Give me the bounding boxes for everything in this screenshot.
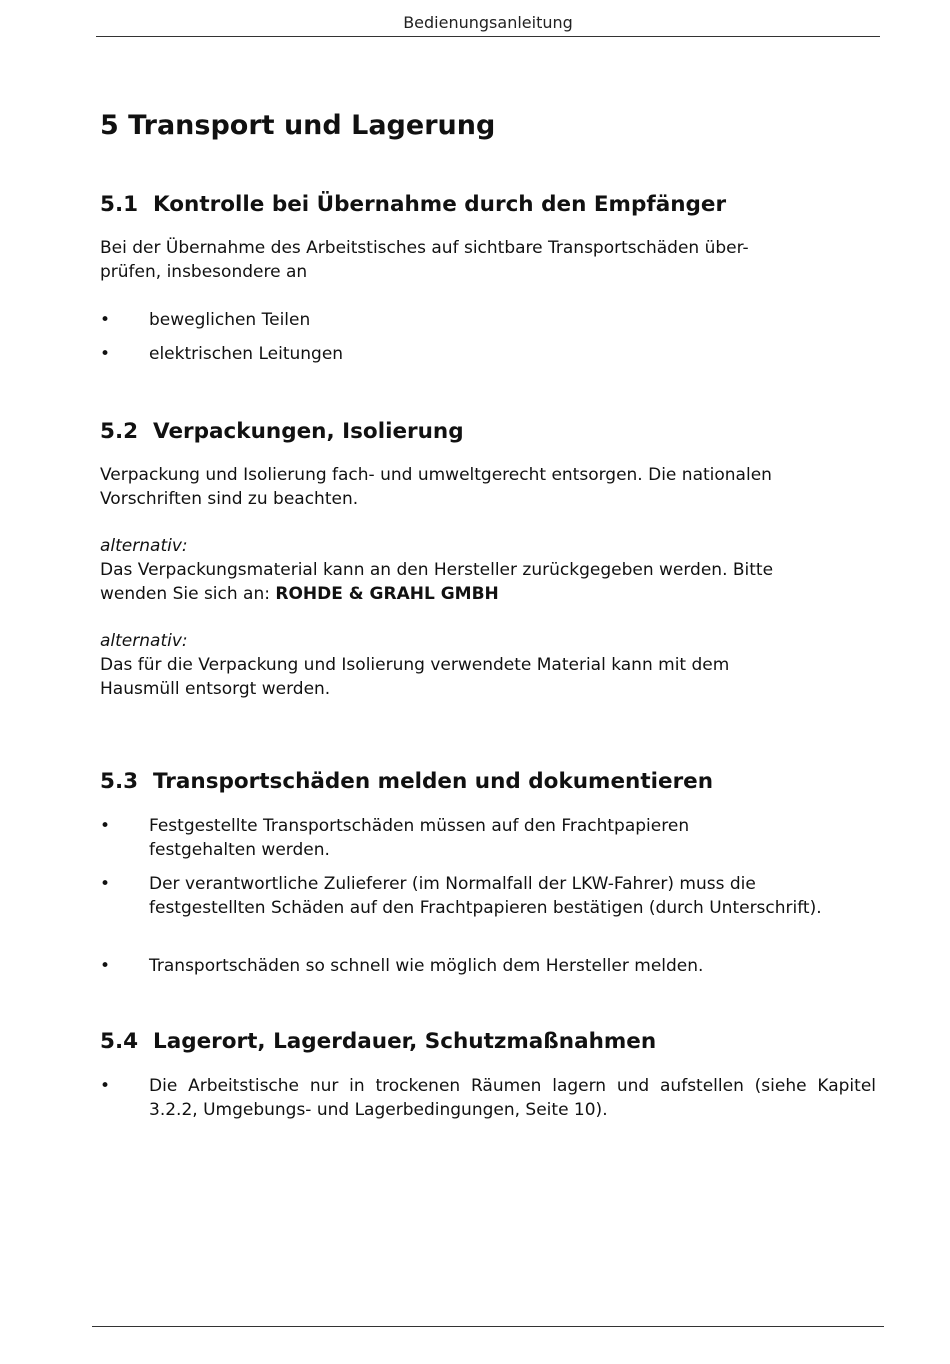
bullet-point: •: [100, 1076, 111, 1096]
company-name: ROHDE & GRAHL GMBH: [275, 584, 499, 604]
section-title: Verpackungen, Isolierung: [153, 419, 464, 444]
section-number: 5.1: [100, 192, 139, 217]
section-number: 5.2: [100, 419, 139, 444]
section-5-1-heading: [100, 192, 726, 217]
paragraph-line: prüfen, insbesondere an: [100, 262, 308, 282]
list-item-text: elektrischen Leitungen: [149, 344, 344, 364]
paragraph-line: Bei der Übernahme des Arbeitstisches auf sichtbare Transportschäden über-: [100, 238, 749, 258]
alternative-label: alternativ:: [100, 536, 188, 556]
section-number: 5.4: [100, 1029, 139, 1054]
bullet-point: •: [100, 344, 111, 364]
paragraph-line: Vorschriften sind zu beachten.: [100, 489, 359, 509]
section-title: Kontrolle bei Übernahme durch den Empfänger: [153, 192, 727, 217]
chapter-title: 5 Transport und Lagerung: [100, 110, 496, 141]
list-item-text: Festgestellte Transportschäden müssen auf den Frachtpapieren festgehalten werden.: [149, 816, 690, 860]
contact-prefix: wenden Sie sich an:: [100, 584, 276, 604]
section-title: Transportschäden melden und dokumentieren: [153, 769, 714, 794]
header-divider: [96, 36, 880, 37]
list-item-text: Transportschäden so schnell wie möglich dem Hersteller melden.: [149, 956, 704, 976]
section-5-2-heading: [100, 419, 464, 444]
section-5-2-paragraph: [100, 463, 876, 511]
bullet-point: •: [100, 956, 111, 976]
list-item-text: Die Arbeitstische nur in trockenen Räumen lagern und aufstellen (siehe Kapitel 3.2.2, Umgebungs- und Lagerbedingungen, Seite 10).: [149, 1076, 876, 1120]
section-5-3-heading: [100, 769, 713, 794]
bullet-point: •: [100, 310, 111, 330]
footer-divider: [92, 1326, 884, 1327]
alternative-block-2: [100, 629, 876, 701]
paragraph-line: Hausmüll entsorgt werden.: [100, 679, 331, 699]
paragraph-line: Das Verpackungsmaterial kann an den Hersteller zurückgegeben werden. Bitte: [100, 560, 774, 580]
bullet-point: •: [100, 816, 111, 836]
section-5-4-heading: [100, 1029, 656, 1054]
paragraph-line: Das für die Verpackung und Isolierung verwendete Material kann mit dem: [100, 655, 730, 675]
section-number: 5.3: [100, 769, 139, 794]
section-title: Lagerort, Lagerdauer, Schutzmaßnahmen: [153, 1029, 657, 1054]
paragraph-line: Verpackung und Isolierung fach- und umweltgerecht entsorgen. Die nationalen: [100, 465, 772, 485]
alternative-label: alternativ:: [100, 631, 188, 651]
list-item-text: beweglichen Teilen: [149, 310, 311, 330]
section-5-1-intro: [100, 236, 876, 284]
page-header-title: Bedienungsanleitung: [403, 13, 573, 32]
alternative-block-1: [100, 534, 876, 606]
paragraph-line: [100, 582, 876, 606]
list-item-text: Der verantwortliche Zulieferer (im Normalfall der LKW-Fahrer) muss die festgestellten Schäden auf den Frachtpapieren bestätigen (durch Unterschrift).: [149, 874, 822, 918]
bullet-point: •: [100, 874, 111, 894]
